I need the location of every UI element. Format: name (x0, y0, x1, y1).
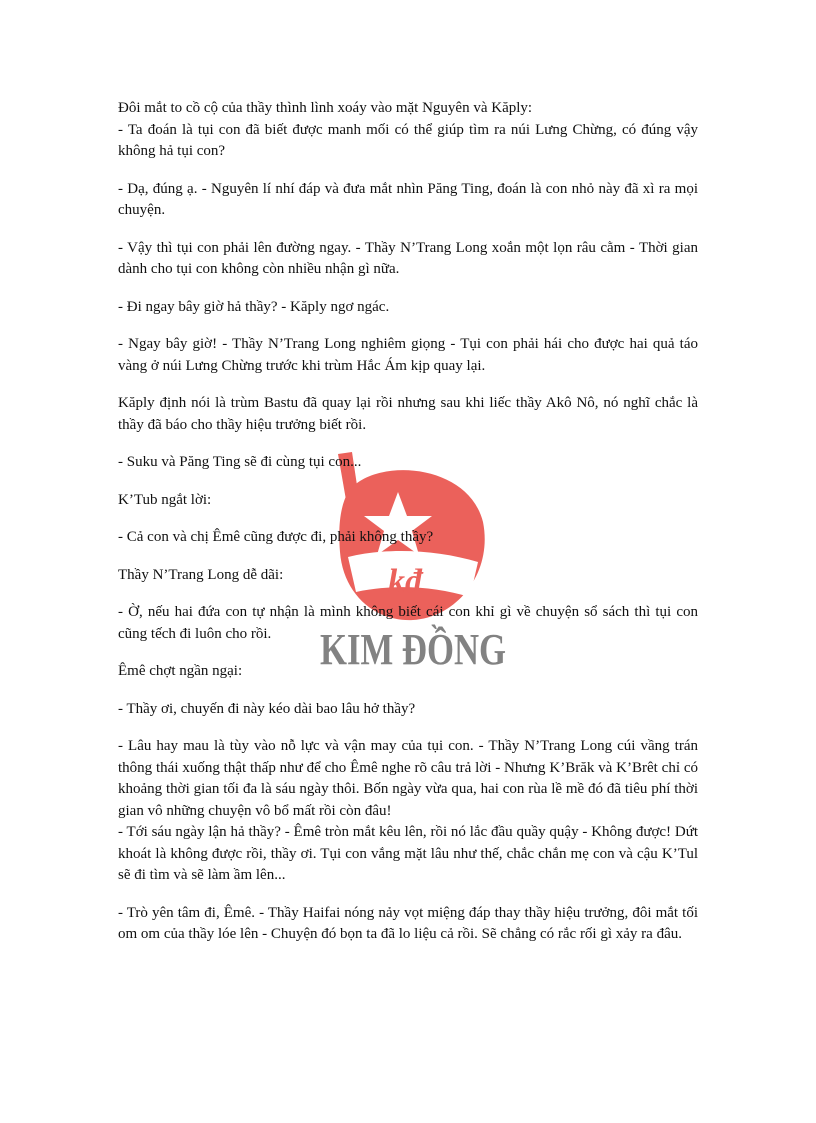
paragraph-3: - Dạ, đúng ạ. - Nguyên lí nhí đáp và đưa mắt nhìn Păng Ting, đoán là con nhỏ này đã xì ra mọi chuyện. (118, 180, 698, 218)
paragraph-2: - Ta đoán là tụi con đã biết được manh mối có thể giúp tìm ra núi Lưng Chừng, có đúng vậy không hả tụi con? (118, 121, 698, 159)
paragraph-11: Thầy N’Trang Long dễ dãi: (118, 566, 284, 583)
paragraph-8: - Suku và Păng Ting sẽ đi cùng tụi con... (118, 454, 362, 470)
logo-badge-text: kđ (388, 563, 422, 600)
paragraph-12: - Ờ, nếu hai đứa con tự nhận là mình không biết cái con khỉ gì về chuyện sổ sách thì tụi con cũng tếch đi luôn cho rồi. (118, 604, 698, 642)
paragraph-16: - Tới sáu ngày lận hả thầy? - Êmê tròn mắt kêu lên, rồi nó lắc đầu quầy quậy - Không được! Dứt khoát là không được rồi, thầy ơi. Tụi con vắng mặt lâu như thế, chắc chắn mẹ con và cậu K’Tul sẽ đi tìm và sẽ làm ầm lên... (118, 824, 698, 883)
paragraph-15: - Lâu hay mau là tùy vào nỗ lực và vận may của tụi con. - Thầy N’Trang Long cúi vầng trán thông thái xuống thật thấp như để cho Êmê nghe rõ câu trả lời - Nhưng K’Brăk và K’Brêt chỉ có khoảng thời gian tối đa là sáu ngày thôi. Bốn ngày vừa qua, hai con rùa lề mề đó đã tiêu phí thời gian vô những chuyện vô bổ mất rồi còn đâu! (118, 738, 698, 819)
paragraph-17: - Trò yên tâm đi, Êmê. - Thầy Haifai nóng nảy vọt miệng đáp thay thầy hiệu trưởng, đôi mắt tối om om của thầy lóe lên - Chuyện đó bọn ta đã lo liệu cả rồi. Sẽ chẳng có rắc rối gì xảy ra đâu. (118, 904, 698, 942)
paragraph-4: - Vậy thì tụi con phải lên đường ngay. - Thầy N’Trang Long xoắn một lọn râu cằm - Thời gian dành cho tụi con không còn nhiều nhận gì nữa. (118, 239, 698, 277)
paragraph-13: Êmê chợt ngần ngại: (118, 663, 243, 679)
paragraph-6: - Ngay bây giờ! - Thầy N’Trang Long nghiêm giọng - Tụi con phải hái cho được hai quả táo vàng ở núi Lưng Chừng trước khi trùm Hắc Ám kịp quay lại. (118, 336, 698, 374)
document-body (118, 98, 698, 962)
paragraph-5: - Đi ngay bây giờ hả thầy? - Kăply ngơ ngác. (118, 298, 390, 315)
paragraph-14: - Thầy ơi, chuyến đi này kéo dài bao lâu hở thầy? (118, 700, 416, 717)
paragraph-9: K’Tub ngắt lời: (118, 491, 212, 508)
paragraph-7: Kăply định nói là trùm Bastu đã quay lại rồi nhưng sau khi liếc thầy Akô Nô, nó nghĩ chắc là thầy đã báo cho thầy hiệu trưởng biết rồi. (118, 395, 698, 433)
paragraph-1: Đôi mắt to cồ cộ của thầy thình lình xoáy vào mặt Nguyên và Kăply: (118, 100, 533, 116)
logo-brand-text: KIM ĐỒNG (320, 625, 556, 674)
paragraph-10: - Cả con và chị Êmê cũng được đi, phải không thầy? (118, 529, 434, 545)
